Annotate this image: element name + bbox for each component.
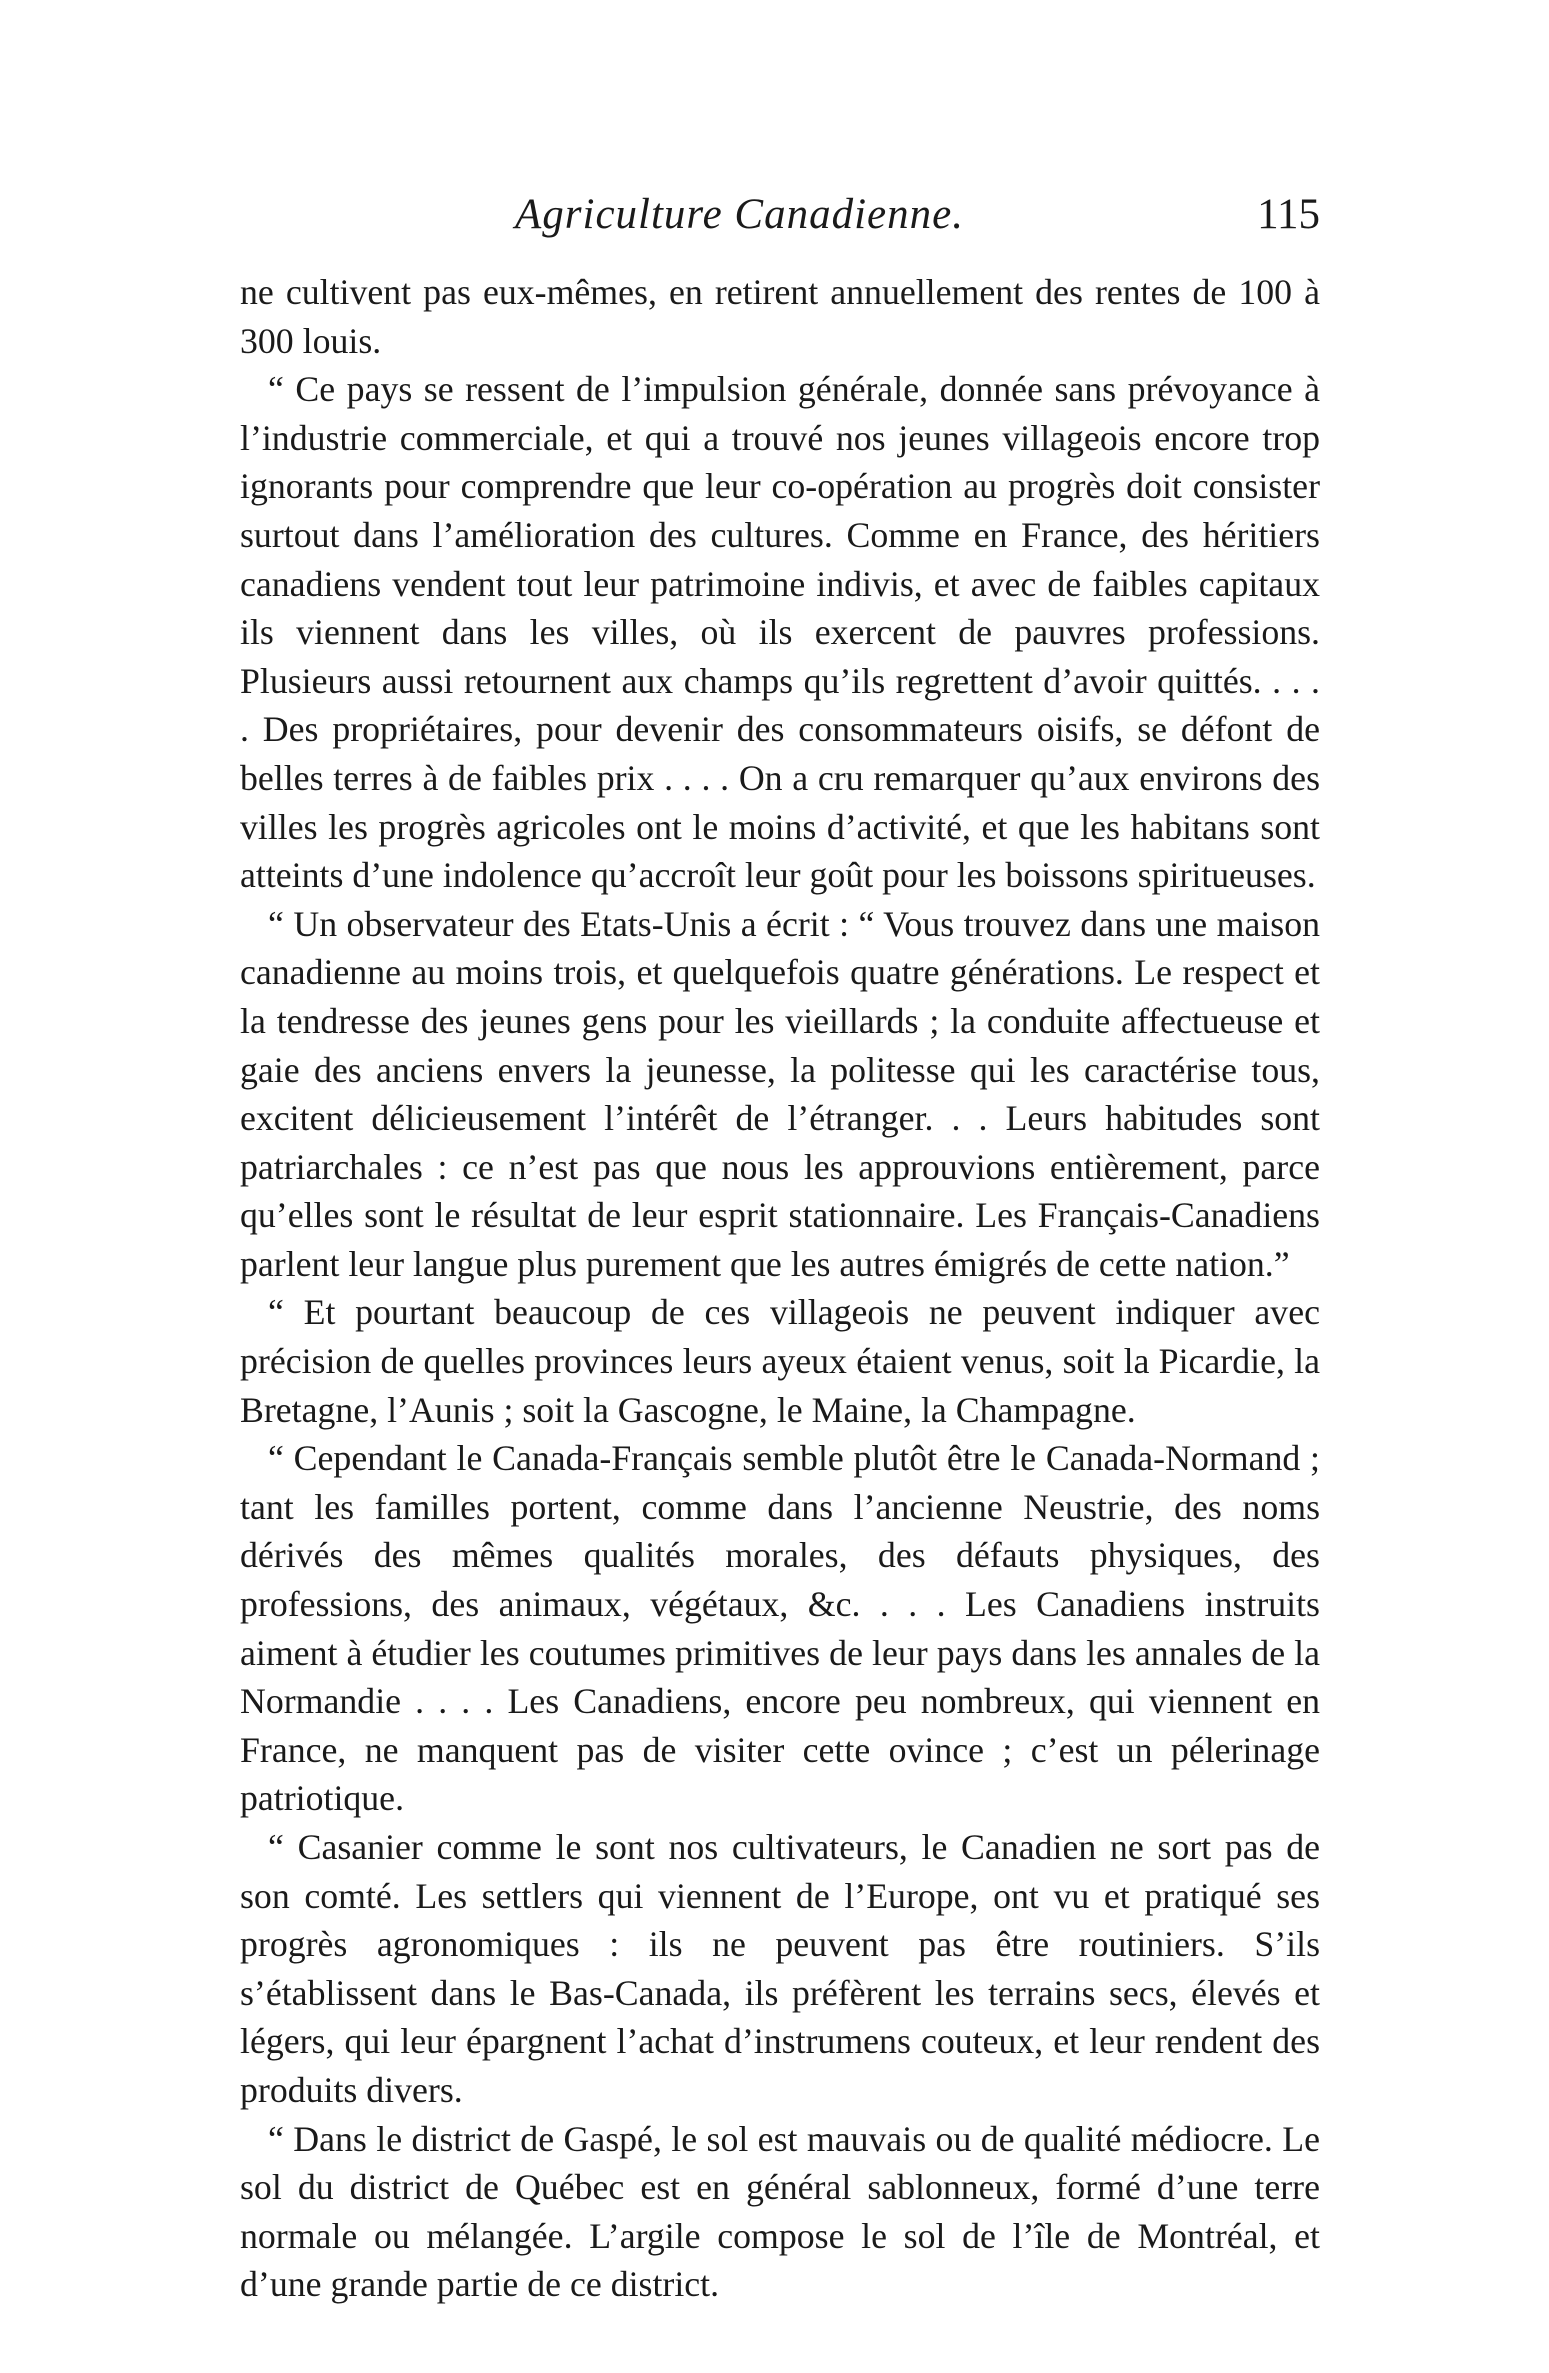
page-number: 115 (1257, 191, 1320, 238)
body-text (240, 268, 1320, 2309)
running-title: Agriculture Canadienne. (515, 191, 964, 238)
paragraph-3: “ Un observateur des Etats-Unis a écrit : “ Vous trouvez dans une maison canadienne au moins trois, et quelquefois quatre générations. Le respect et la tendresse des jeunes gens pour les vieillards ; la conduite affectueuse et gaie des anciens envers la jeunesse, la politesse qui les caractérise tous, excitent délicieusement l’intérêt de l’étranger. . . Leurs habitudes sont patriarchales : ce n’est pas que nous les approuvions entièrement, parce qu’elles sont le résultat de leur esprit stationnaire. Les Français-Canadiens parlent leur langue plus purement que les autres émigrés de cette nation.” (240, 903, 1320, 1284)
paragraph-5: “ Cependant le Canada-Français semble plutôt être le Canada-Normand ; tant les familles portent, comme dans l’ancienne Neustrie, des noms dérivés des mêmes qualités morales, des défauts physiques, des professions, des animaux, végétaux, &c. . . . Les Canadiens instruits aiment à étudier les coutumes primitives de leur pays dans les annales de la Normandie . . . . Les Canadiens, encore peu nombreux, qui viennent en France, ne manquent pas de visiter cette ovince ; c’est un pélerinage patriotique. (240, 1438, 1320, 1819)
paragraph-2: “ Ce pays se ressent de l’impulsion générale, donnée sans prévoyance à l’industrie commerciale, et qui a trouvé nos jeunes villageois encore trop ignorants pour comprendre que leur co-opération au progrès doit consister surtout dans l’amélioration des cultures. Comme en France, des héritiers canadiens vendent tout leur patrimoine indivis, et avec de faibles capitaux ils viennent dans les villes, où ils exercent de pauvres professions. Plusieurs aussi retournent aux champs qu’ils regrettent d’avoir quittés. . . . . Des propriétaires, pour devenir des consommateurs oisifs, se défont de belles terres à de faibles prix . . . . On a cru remarquer qu’aux environs des villes les progrès agricoles ont le moins d’activité, et que les habitans sont atteints d’une indolence qu’accroît leur goût pour les boissons spiritueuses. (240, 369, 1320, 896)
paragraph-7: “ Dans le district de Gaspé, le sol est mauvais ou de qualité médiocre. Le sol du district de Québec est en général sablonneux, formé d’une terre normale ou mélangée. L’argile compose le sol de l’île de Montréal, et d’une grande partie de ce district. (240, 2118, 1320, 2305)
paragraph-6: “ Casanier comme le sont nos cultivateurs, le Canadien ne sort pas de son comté. Les settlers qui viennent de l’Europe, ont vu et pratiqué ses progrès agronomiques : ils ne peuvent pas être routiniers. S’ils s’établissent dans le Bas-Canada, ils préfèrent les terrains secs, élevés et légers, qui leur épargnent l’achat d’instrumens couteux, et leur rendent des produits divers. (240, 1827, 1320, 2110)
book-page (240, 190, 1320, 2309)
paragraph-1: ne cultivent pas eux-mêmes, en retirent annuellement des rentes de 100 à 300 louis. (240, 272, 1320, 361)
paragraph-4: “ Et pourtant beaucoup de ces villageois ne peuvent indiquer avec précision de quelles provinces leurs ayeux étaient venus, soit la Picardie, la Bretagne, l’Aunis ; soit la Gascogne, le Maine, la Champagne. (240, 1292, 1320, 1430)
running-head (240, 190, 1320, 254)
